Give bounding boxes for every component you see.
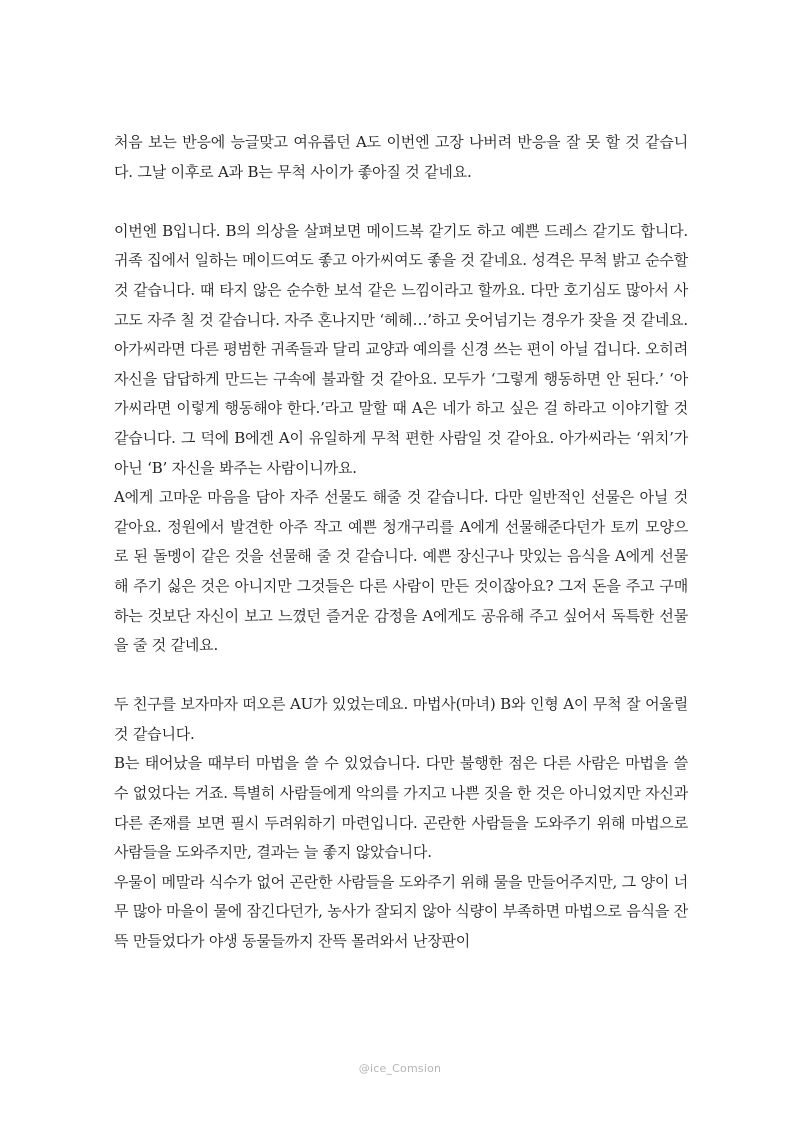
paragraph-4: 두 친구를 보자마자 떠오른 AU가 있었는데요. 마법사(마녀) B와 인형 A이 무척 잘 어울릴 것 같습니다. [114, 695, 688, 743]
watermark: @ice_Comsion [358, 1062, 442, 1075]
paragraph-6: 우물이 메말라 식수가 없어 곤란한 사람들을 도와주기 위해 물을 만들어주지만, 그 양이 너무 많아 마을이 물에 잠긴다던가, 농사가 잘되지 않아 식량이 부족하면 마법으로 음식을 잔뜩 만들었다가 야생 동물들까지 잔뜩 몰려와서 난장판이 [114, 872, 688, 951]
paragraph-spacer [114, 661, 688, 691]
paragraph-3: A에게 고마운 마음을 담아 자주 선물도 해줄 것 같습니다. 다만 일반적인 선물은 아닐 것 같아요. 정원에서 발견한 아주 작고 예쁜 청개구리를 A에게 선물해준다던가 토끼 모양으로 된 돌멩이 같은 것을 선물해 줄 것 같습니다. 예쁜 장신구나 맛있는 음식을 A에게 선물 해 주기 싫은 것은 아니지만 그것들은 다른 사람이 만든 것이잖아요? 그저 돈을 주고 구매하는 것보단 자신이 보고 느꼈던 즐거운 감정을 A에게도 공유해 주고 싶어서 독특한 선물을 줄 것 같네요. [114, 488, 688, 655]
body-text [114, 128, 688, 957]
paragraph-spacer [114, 187, 688, 217]
paragraph-2: 이번엔 B입니다. B의 의상을 살펴보면 메이드복 같기도 하고 예쁜 드레스 같기도 합니다. 귀족 집에서 일하는 메이드여도 좋고 아가씨여도 좋을 것 같네요. 성격은 무척 밝고 순수할 것 같습니다. 때 타지 않은 순수한 보석 같은 느낌이라고 할까요. 다만 호기심도 많아서 사고도 자주 칠 것 같습니다. 자주 혼나지만 ‘헤헤…’하고 웃어넘기는 경우가 잦을 것 같네요. 아가씨라면 다른 평범한 귀족들과 달리 교양과 예의를 신경 쓰는 편이 아닐 겁니다. 오히려 자신을 답답하게 만드는 구속에 불과할 것 같아요. 모두가 ‘그렇게 행동하면 안 된다.’ ‘아가씨라면 이렇게 행동해야 한다.’라고 말할 때 A은 네가 하고 싶은 걸 하라고 이야기할 것 같습니다. 그 덕에 B에겐 A이 유일하게 무척 편한 사람일 것 같아요. 아가씨라는 ‘위치’가 아닌 ‘B’ 자신을 봐주는 사람이니까요. [114, 221, 688, 477]
paragraph-1: 처음 보는 반응에 능글맞고 여유롭던 A도 이번엔 고장 나버려 반응을 잘 못 할 것 같습니다. 그날 이후로 A과 B는 무척 사이가 좋아질 것 같네요. [114, 133, 688, 181]
paragraph-5: B는 태어났을 때부터 마법을 쓸 수 있었습니다. 다만 불행한 점은 다른 사람은 마법을 쓸 수 없었다는 거죠. 특별히 사람들에게 악의를 가지고 나쁜 짓을 한 것은 아니었지만 자신과 다른 존재를 보면 필시 두려워하기 마련입니다. 곤란한 사람들을 도와주기 위해 마법으로 사람들을 도와주지만, 결과는 늘 좋지 않았습니다. [114, 754, 688, 862]
